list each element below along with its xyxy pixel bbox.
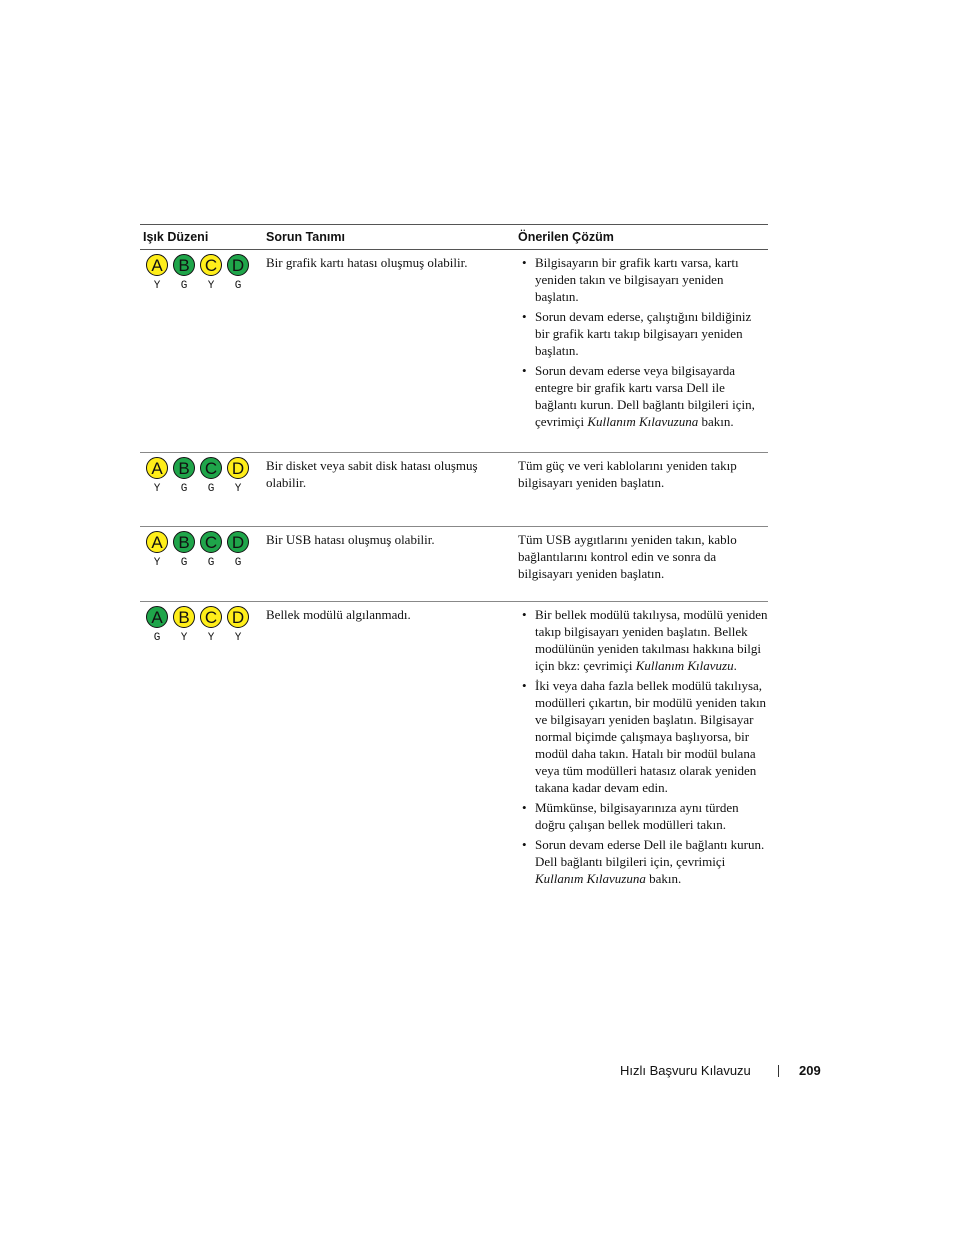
page-number: 209 (799, 1063, 821, 1078)
page-footer (600, 1063, 822, 1079)
diagnostic-lights (143, 531, 266, 553)
solution-list (518, 606, 768, 887)
table-body (140, 250, 768, 890)
solution-item-text: Sorun devam ederse, çalıştığını bildiğiniz bir grafik kartı takıp bilgisayarı yeniden başlatın. (535, 309, 752, 358)
diagnostic-light-a-icon: A (146, 457, 168, 479)
light-color-code: G (207, 557, 215, 569)
diagnostic-light-a-icon: A (146, 606, 168, 628)
light-pattern-cell (140, 250, 266, 452)
diagnostic-lights (143, 254, 266, 276)
solution-item (518, 836, 768, 887)
problem-description: Bir grafik kartı hatası oluşmuş olabilir. (266, 255, 468, 270)
header-light-pattern: Işık Düzeni (143, 230, 209, 244)
solution-item-text: Bilgisayarın bir grafik kartı varsa, kartı yeniden takın ve bilgisayarı yeniden başlatın. (535, 255, 739, 304)
solution-item (518, 308, 768, 359)
solution-item-text: Bir bellek modülü takılıysa, modülü yeniden takıp bilgisayarı yeniden başlatın. Bellek modülünün yeniden takılması hakkına bilgi için bkz: çevrimiçi (535, 607, 768, 673)
header-solution: Önerilen Çözüm (518, 230, 614, 244)
light-color-code: Y (207, 280, 215, 292)
diagnostic-light-a-icon: A (146, 531, 168, 553)
solution-item-suffix: bakın. (645, 871, 682, 886)
table-row (140, 527, 768, 602)
diagnostic-light-b-icon: B (173, 457, 195, 479)
table-row (140, 453, 768, 527)
table-row (140, 250, 768, 453)
light-color-code: G (153, 632, 161, 644)
problem-description: Bir disket veya sabit disk hatası oluşmuş olabilir. (266, 458, 478, 490)
solution-item (518, 362, 768, 430)
solution-text: Tüm güç ve veri kablolarını yeniden takıp bilgisayarı yeniden başlatın. (518, 458, 737, 490)
solution-text: Tüm USB aygıtlarını yeniden takın, kablo bağlantılarını kontrol edin ve sonra da bilgisayarı yeniden başlatın. (518, 532, 737, 581)
diagnostic-lights (143, 457, 266, 479)
solution-cell (518, 453, 768, 526)
light-color-codes (143, 280, 266, 292)
problem-description: Bir USB hatası oluşmuş olabilir. (266, 532, 435, 547)
solution-item-text: Mümkünse, bilgisayarınıza aynı türden doğru çalışan bellek modülleri takın. (535, 800, 739, 832)
diagnostic-light-d-icon: D (227, 531, 249, 553)
light-color-code: Y (180, 632, 188, 644)
light-color-code: Y (153, 483, 161, 495)
solution-item (518, 606, 768, 674)
diagnostic-light-c-icon: C (200, 457, 222, 479)
footer-title: Hızlı Başvuru Kılavuzu (620, 1063, 751, 1078)
diagnostic-lights (143, 606, 266, 628)
diagnostic-light-c-icon: C (200, 254, 222, 276)
table-header (140, 225, 768, 250)
light-color-code: Y (234, 632, 242, 644)
light-color-code: Y (207, 632, 215, 644)
diagnostic-light-b-icon: B (173, 254, 195, 276)
light-color-code: Y (153, 280, 161, 292)
light-pattern-cell (140, 527, 266, 601)
footer-separator (778, 1065, 779, 1077)
solution-item-text: İki veya daha fazla bellek modülü takılıysa, modülleri çıkartın, bir modülü yeniden takın ve bilgisayarı yeniden başlatın. Bilgisayar normal biçimde çalışmaya başlıyorsa, bir modül daha takın. Hatalı bir modül bulana veya tüm modülleri hatasız olarak yeniden takana kadar devam edin. (535, 678, 767, 795)
light-color-codes (143, 557, 266, 569)
solution-item-suffix: bakın. (698, 414, 734, 429)
light-color-code: G (207, 483, 215, 495)
manual-reference: Kullanım Kılavuzuna (535, 871, 646, 886)
diagnostic-light-b-icon: B (173, 531, 195, 553)
solution-item-text: Sorun devam ederse Dell ile bağlantı kurun. Dell bağlantı bilgileri için, çevrimiçi (535, 837, 765, 869)
solution-item-suffix: . (733, 658, 737, 673)
solution-cell (518, 250, 768, 452)
table-row (140, 602, 768, 890)
diagnostic-light-d-icon: D (227, 606, 249, 628)
light-color-code: G (234, 557, 242, 569)
solution-list (518, 254, 768, 430)
solution-item (518, 799, 768, 833)
diagnostic-light-a-icon: A (146, 254, 168, 276)
diagnostic-light-d-icon: D (227, 457, 249, 479)
diagnostic-light-b-icon: B (173, 606, 195, 628)
diagnostic-light-c-icon: C (200, 606, 222, 628)
diagnostic-light-d-icon: D (227, 254, 249, 276)
light-color-code: G (234, 280, 242, 292)
light-pattern-cell (140, 602, 266, 890)
header-problem: Sorun Tanımı (266, 230, 345, 244)
diagnostic-lights-table (140, 224, 768, 890)
problem-description: Bellek modülü algılanmadı. (266, 607, 411, 622)
manual-reference: Kullanım Kılavuzu (635, 658, 734, 673)
light-color-code: G (180, 280, 188, 292)
solution-cell (518, 527, 768, 601)
light-color-codes (143, 632, 266, 644)
light-color-codes (143, 483, 266, 495)
diagnostic-light-c-icon: C (200, 531, 222, 553)
solution-item-text: Sorun devam ederse veya bilgisayarda entegre bir grafik kartı varsa Dell ile bağlantı kurun. Dell bağlantı bilgileri için, çevrimiçi (535, 363, 755, 429)
solution-item (518, 677, 768, 796)
light-color-code: Y (153, 557, 161, 569)
light-color-code: G (180, 557, 188, 569)
solution-cell (518, 602, 768, 890)
light-color-code: Y (234, 483, 242, 495)
solution-item (518, 254, 768, 305)
light-color-code: G (180, 483, 188, 495)
light-pattern-cell (140, 453, 266, 526)
manual-reference: Kullanım Kılavuzuna (587, 414, 699, 429)
